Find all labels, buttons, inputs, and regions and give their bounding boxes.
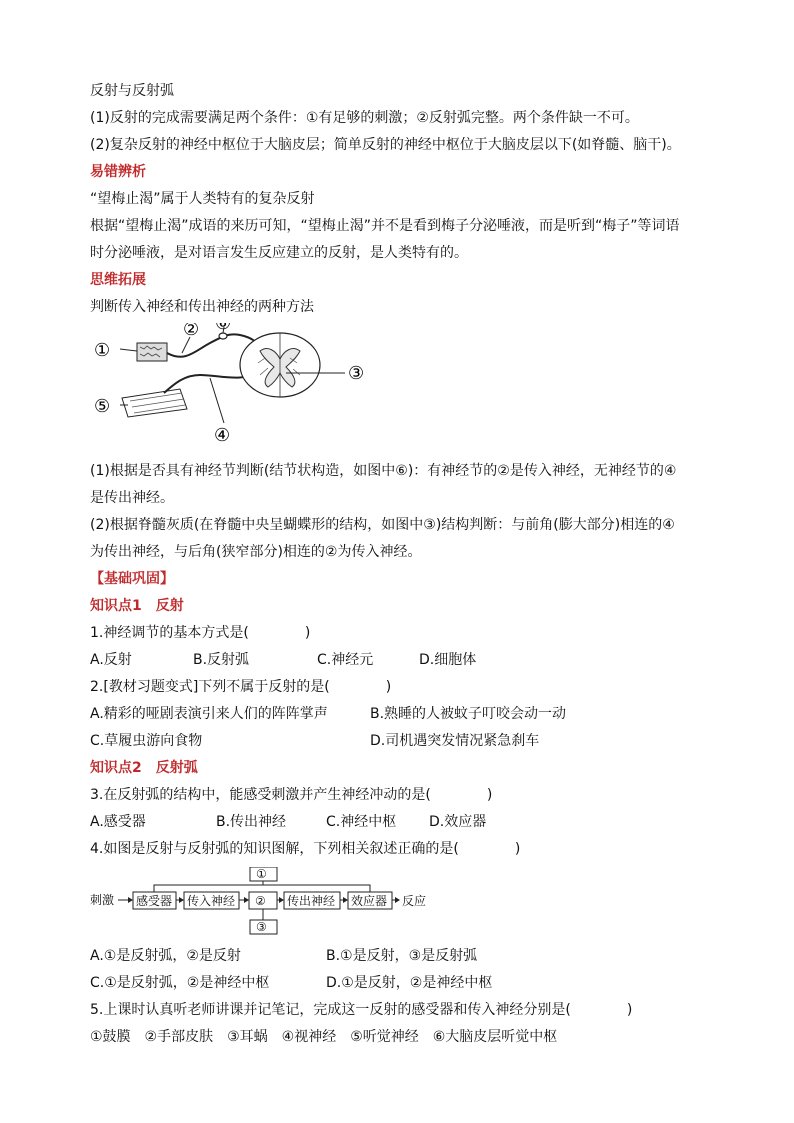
basics-title: 【基础巩固】	[90, 571, 174, 587]
q3-option-d[interactable]: D.效应器	[429, 814, 487, 830]
question-3: 3.在反射弧的结构中，能感受刺激并产生神经冲动的是( )	[90, 787, 493, 803]
q4-option-b[interactable]: B.①是反射，③是反射弧	[326, 948, 478, 964]
flow-top: ①	[256, 867, 267, 881]
fig-label-1: ①	[94, 340, 111, 361]
q4-option-c[interactable]: C.①是反射弧，②是神经中枢	[90, 975, 270, 991]
q3-option-c[interactable]: C.神经中枢	[326, 814, 397, 830]
intro-point-1: (1)反射的完成需要满足两个条件：①有足够的刺激；②反射弧完整。两个条件缺一不可。	[90, 110, 639, 126]
question-3-options	[90, 809, 710, 836]
question-5: 5.上课时认真听老师讲课并记笔记，完成这一反射的感受器和传入神经分别是( )	[90, 1002, 633, 1018]
flow-center: ②	[255, 894, 266, 908]
q2-option-d[interactable]: D.司机遇突发情况紧急刹车	[370, 733, 540, 749]
flow-response: 反应	[402, 894, 427, 908]
q1-option-a[interactable]: A.反射	[90, 652, 132, 668]
question-5-items: ①鼓膜 ②手部皮肤 ③耳蜗 ④视神经 ⑤听觉神经 ⑥大脑皮层听觉中枢	[90, 1029, 558, 1045]
q1-option-d[interactable]: D.细胞体	[419, 652, 477, 668]
thinking-title: 思维拓展	[90, 272, 146, 288]
q3-option-b[interactable]: B.传出神经	[216, 814, 287, 830]
question-2-options-row-1	[90, 701, 710, 728]
fig-label-4: ④	[214, 425, 231, 446]
q3-option-a[interactable]: A.感受器	[90, 814, 146, 830]
thinking-subtitle: 判断传入神经和传出神经的两种方法	[90, 299, 314, 315]
q1-option-b[interactable]: B.反射弧	[193, 652, 250, 668]
knowledge-point-2: 知识点2 反射弧	[90, 760, 198, 776]
intro-heading: 反射与反射弧	[90, 83, 174, 99]
reflex-arc-diagram	[90, 323, 390, 458]
question-4: 4.如图是反射与反射弧的知识图解，下列相关叙述正确的是( )	[90, 841, 521, 857]
flow-afferent: 传入神经	[187, 894, 236, 908]
flow-stimulus: 刺激	[90, 893, 115, 907]
flow-bottom: ③	[256, 920, 267, 934]
muscle-effector-shape	[122, 389, 187, 417]
flow-receptor: 感受器	[136, 894, 173, 908]
document-page	[90, 78, 710, 1051]
fig-label-5: ⑤	[94, 396, 111, 417]
thinking-method-1a: (1)根据是否具有神经节判断(结节状构造，如图中⑥)：有神经节的②是传入神经，无神经节的④	[90, 463, 677, 479]
q2-option-c[interactable]: C.草履虫游向食物	[90, 733, 203, 749]
error-analysis-line-2: 时分泌唾液，是对语言发生反应建立的反射，是人类特有的。	[90, 245, 468, 261]
skin-receptor-shape	[137, 343, 167, 361]
question-4-options-row-1	[90, 943, 710, 970]
fig-label-2: ②	[183, 323, 200, 340]
fig-label-6: ⑥	[215, 323, 232, 334]
knowledge-point-1: 知识点1 反射	[90, 598, 184, 614]
q1-option-c[interactable]: C.神经元	[317, 652, 374, 668]
q4-option-a[interactable]: A.①是反射弧，②是反射	[90, 948, 241, 964]
reflex-flow-figure	[90, 867, 435, 937]
question-2-options-row-2	[90, 728, 710, 755]
thinking-method-2a: (2)根据脊髓灰质(在脊髓中央呈蝴蝶形的结构，如图中③)结构判断：与前角(膨大部分)相连的④	[90, 517, 675, 533]
error-analysis-title: 易错辨析	[90, 164, 146, 180]
reflex-arc-figure	[90, 323, 390, 458]
question-1: 1.神经调节的基本方式是( )	[90, 625, 311, 641]
flow-effector: 效应器	[351, 894, 388, 908]
q2-option-b[interactable]: B.熟睡的人被蚊子叮咬会动一动	[370, 706, 567, 722]
q2-option-a[interactable]: A.精彩的哑剧表演引来人们的阵阵掌声	[90, 706, 328, 722]
thinking-method-1b: 是传出神经。	[90, 490, 174, 506]
intro-point-2: (2)复杂反射的神经中枢位于大脑皮层；简单反射的神经中枢位于大脑皮层以下(如脊髓、脑干)。	[90, 137, 681, 153]
fig-label-3: ③	[348, 363, 365, 384]
flow-efferent: 传出神经	[287, 894, 336, 908]
question-2: 2.[教材习题变式]下列不属于反射的是( )	[90, 679, 392, 695]
question-4-options-row-2	[90, 970, 710, 997]
q4-option-d[interactable]: D.①是反射，②是神经中枢	[326, 975, 493, 991]
reflex-flow-diagram	[90, 867, 435, 937]
thinking-method-2b: 为传出神经，与后角(狭窄部分)相连的②为传入神经。	[90, 544, 422, 560]
error-analysis-line-1: 根据“望梅止渴”成语的来历可知，“望梅止渴”并不是看到梅子分泌唾液，而是听到“梅子”等词语	[90, 218, 680, 234]
question-1-options	[90, 647, 710, 674]
error-analysis-subtitle: “望梅止渴”属于人类特有的复杂反射	[90, 191, 315, 207]
